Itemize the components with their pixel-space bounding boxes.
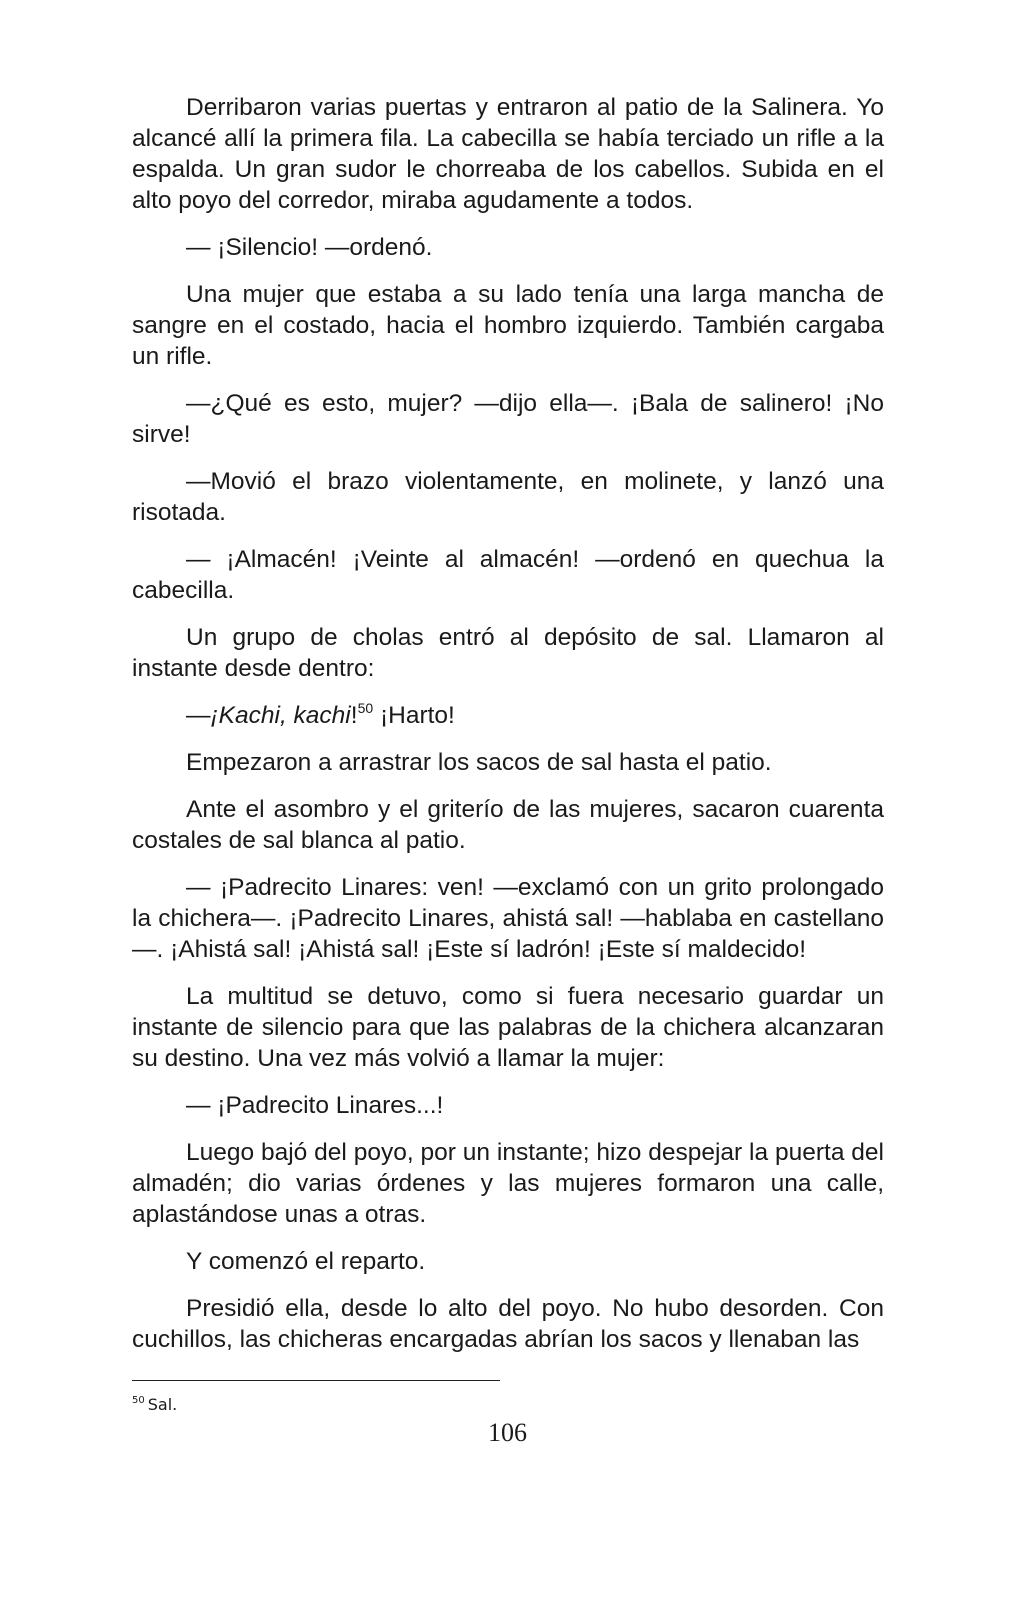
paragraph-12: La multitud se detuvo, como si fuera necesario guardar un instante de silencio para que las palabras de la chichera alcanzaran su destino. Una vez más volvió a llamar la mujer: <box>132 983 884 1072</box>
paragraph-10: Ante el asombro y el griterío de las mujeres, sacaron cuarenta costales de sal blanca al patio. <box>132 796 884 854</box>
paragraph-2: — ¡Silencio! —ordenó. <box>186 234 433 261</box>
dash: — <box>186 702 211 729</box>
paragraph-11: — ¡Padrecito Linares: ven! —exclamó con un grito prolongado la chichera—. ¡Padrecito Linares, ahistá sal! —hablaba en castellano—. ¡Ahistá sal! ¡Ahistá sal! ¡Este sí ladrón! ¡Este sí maldecido! <box>132 874 884 963</box>
paragraph-8 <box>132 700 884 731</box>
paragraph-7: Un grupo de cholas entró al depósito de sal. Llamaron al instante desde dentro: <box>132 624 884 682</box>
footnote-reference[interactable]: 50 <box>357 700 374 716</box>
paragraph-4: —¿Qué es esto, mujer? —dijo ella—. ¡Bala de salinero! ¡No sirve! <box>132 390 884 448</box>
quechua-phrase: ¡Kachi, kachi <box>210 702 351 729</box>
paragraph-14: Luego bajó del poyo, por un instante; hizo despejar la puerta del almadén; dio varias órdenes y las mujeres formaron una calle, aplastándose unas a otras. <box>132 1139 884 1228</box>
paragraph-3: Una mujer que estaba a su lado tenía una larga mancha de sangre en el costado, hacia el hombro izquierdo. También cargaba un rifle. <box>132 281 884 370</box>
body-text <box>132 92 884 1371</box>
paragraph-8-tail: ¡Harto! <box>373 702 455 729</box>
page-number: 106 <box>488 1418 527 1447</box>
footnote-number: 50 <box>132 1395 145 1406</box>
paragraph-13: — ¡Padrecito Linares...! <box>186 1092 444 1119</box>
paragraph-5: —Movió el brazo violentamente, en molinete, y lanzó una risotada. <box>132 468 884 526</box>
footnote <box>132 1394 177 1419</box>
paragraph-16: Presidió ella, desde lo alto del poyo. No hubo desorden. Con cuchillos, las chicheras encargadas abrían los sacos y llenaban las <box>132 1295 884 1353</box>
paragraph-9: Empezaron a arrastrar los sacos de sal hasta el patio. <box>186 749 772 776</box>
paragraph-1: Derribaron varias puertas y entraron al patio de la Salinera. Yo alcancé allí la primera fila. La cabecilla se había terciado un rifle a la espalda. Un gran sudor le chorreaba de los cabellos. Subida en el alto poyo del corredor, miraba agudamente a todos. <box>132 94 884 214</box>
exclamation: ! <box>350 702 358 729</box>
paragraph-15: Y comenzó el reparto. <box>186 1248 426 1275</box>
footnote-divider <box>132 1380 500 1381</box>
paragraph-6: — ¡Almacén! ¡Veinte al almacén! —ordenó en quechua la cabecilla. <box>132 546 884 604</box>
footnote-text: Sal. <box>147 1395 178 1414</box>
